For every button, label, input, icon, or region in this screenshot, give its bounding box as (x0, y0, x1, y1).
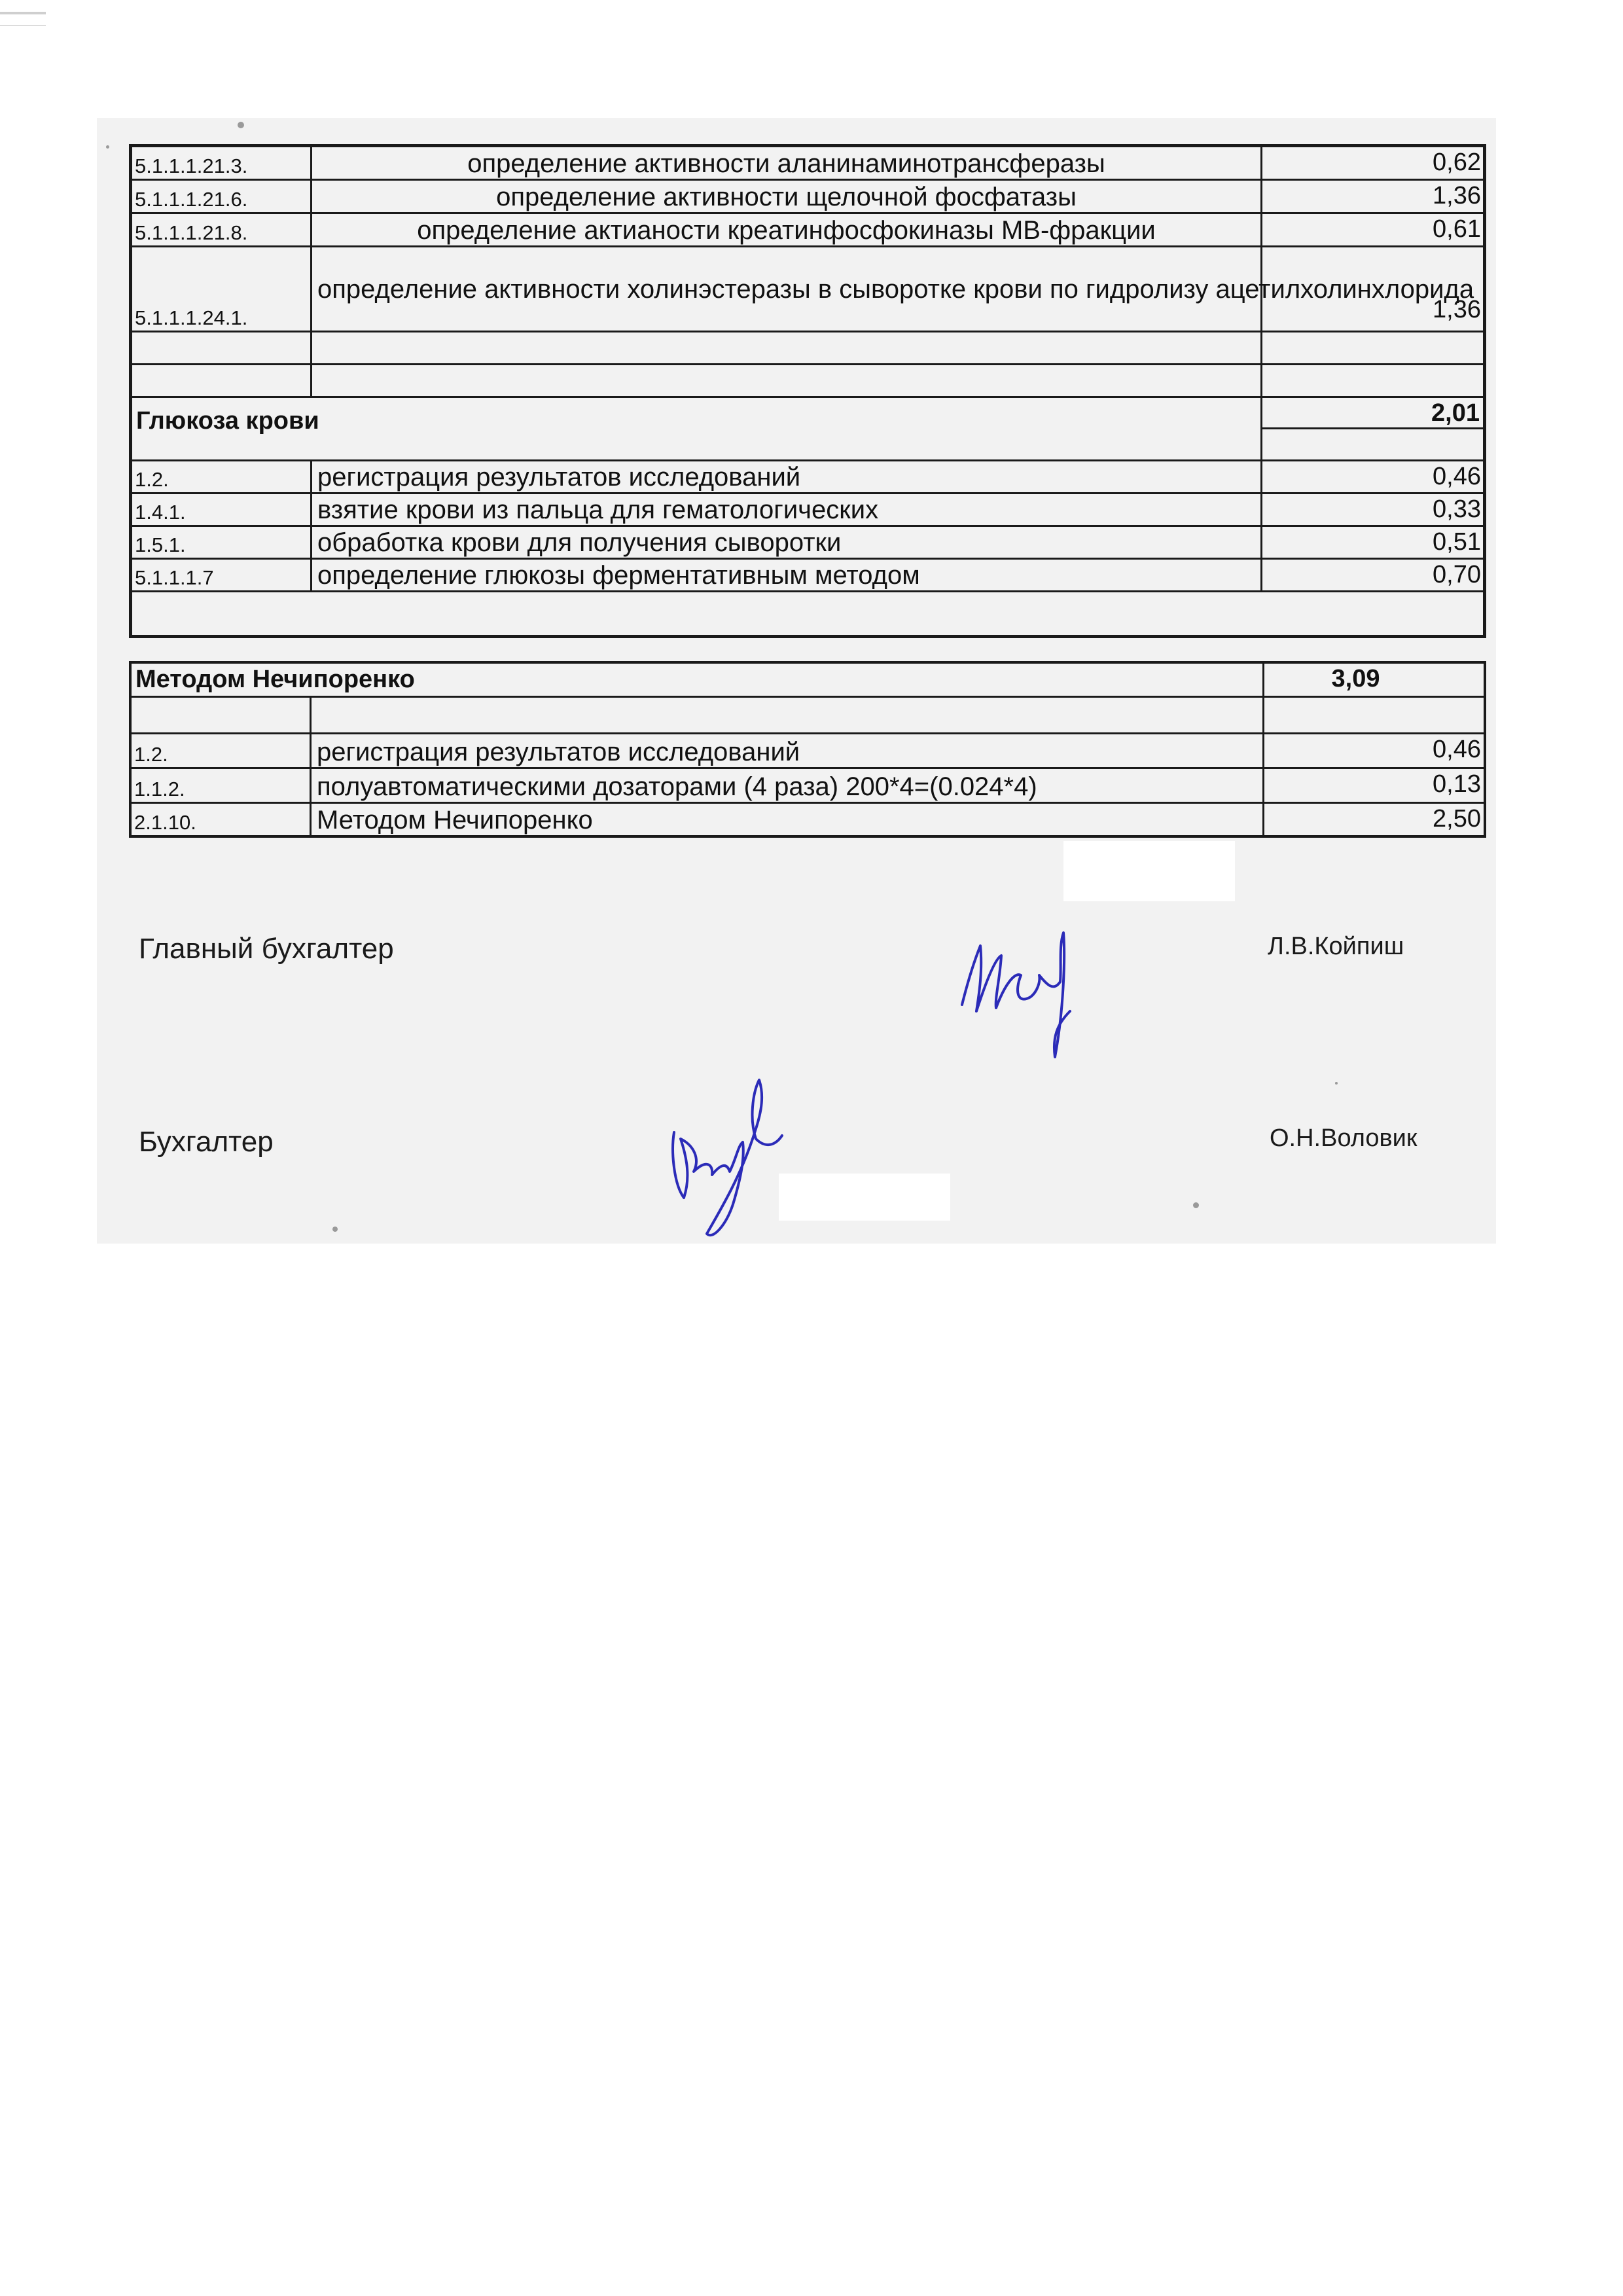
empty-cell (1262, 365, 1486, 398)
row-description: регистрация результатов исследований (312, 461, 1262, 494)
scan-artifact (0, 12, 46, 14)
empty-cell (132, 592, 1486, 638)
analysis-table (129, 144, 1486, 638)
row-value: 0,13 (1264, 769, 1486, 804)
row-value: 2,50 (1433, 805, 1481, 833)
empty-cell (132, 332, 312, 365)
empty-cell (132, 698, 312, 734)
section-title: Глюкоза крови (132, 398, 1262, 461)
row-value: 0,70 (1262, 560, 1486, 592)
empty-cell (1262, 332, 1486, 365)
row-code: 5.1.1.1.24.1. (132, 247, 312, 332)
redaction-patch (1063, 841, 1235, 901)
row-code: 1.1.2. (132, 769, 312, 804)
row-value: 0,33 (1262, 494, 1486, 527)
scan-speck (238, 122, 244, 128)
row-value: 1,36 (1262, 181, 1486, 214)
row-value: 0,46 (1262, 461, 1486, 494)
accountant-label: Бухгалтер (139, 1126, 274, 1158)
row-code: 5.1.1.1.21.6. (132, 181, 312, 214)
row-description: полуавтоматическими дозаторами (4 раза) 200*4=(0.024*4) (312, 769, 1264, 804)
scan-speck (106, 145, 109, 149)
scan-speck (1193, 1202, 1199, 1208)
empty-cell (132, 365, 312, 398)
row-description: определение актианости креатинфосфокиназы МВ-фракции (312, 214, 1262, 247)
row-value: 0,62 (1262, 147, 1486, 181)
chief-accountant-name: Л.В.Койпиш (1268, 933, 1404, 960)
row-description: взятие крови из пальца для гематологических (312, 494, 1262, 527)
chief-accountant-signature (949, 920, 1080, 1070)
row-value: 0,61 (1262, 214, 1486, 247)
row-value: 0,51 (1262, 527, 1486, 560)
empty-cell (312, 365, 1262, 398)
empty-cell (1264, 698, 1486, 734)
empty-cell (312, 698, 1264, 734)
row-description: регистрация результатов исследований (312, 734, 1264, 769)
section-title: Методом Нечипоренко (132, 664, 1264, 698)
row-description: обработка крови для получения сыворотки (312, 527, 1262, 560)
row-description: определение глюкозы ферментативным методом (312, 560, 1262, 592)
section-total: 3,09 (1264, 664, 1486, 698)
row-value: 0,46 (1264, 734, 1486, 769)
row-code: 5.1.1.1.21.3. (132, 147, 312, 181)
row-description-text: определение активности холинэстеразы в сыворотке крови по гидролизу ацетилхолинхлорида (317, 274, 1474, 304)
row-code: 2.1.10. (132, 804, 312, 835)
scan-speck (332, 1227, 338, 1232)
empty-cell (312, 332, 1262, 365)
section-total: 2,01 (1262, 398, 1486, 429)
empty-cell (1262, 429, 1486, 461)
accountant-name: О.Н.Воловик (1270, 1124, 1418, 1152)
scan-artifact (0, 25, 46, 26)
nechiporenko-table (129, 661, 1486, 838)
row-code: 1.4.1. (132, 494, 312, 527)
row-description: Методом Нечипоренко (312, 804, 1264, 835)
row-code: 5.1.1.1.21.8. (132, 214, 312, 247)
row-code: 1.2. (132, 461, 312, 494)
scan-speck (1335, 1082, 1338, 1085)
row-code: 1.2. (132, 734, 312, 769)
accountant-signature (661, 1067, 805, 1244)
row-description: определение активности аланинаминотрансферазы (312, 147, 1262, 181)
row-code: 5.1.1.1.7 (132, 560, 312, 592)
row-description: определение активности щелочной фосфатазы (312, 181, 1262, 214)
row-value: 1,36 (1262, 247, 1486, 332)
row-code: 1.5.1. (132, 527, 312, 560)
chief-accountant-label: Главный бухгалтер (139, 933, 394, 965)
